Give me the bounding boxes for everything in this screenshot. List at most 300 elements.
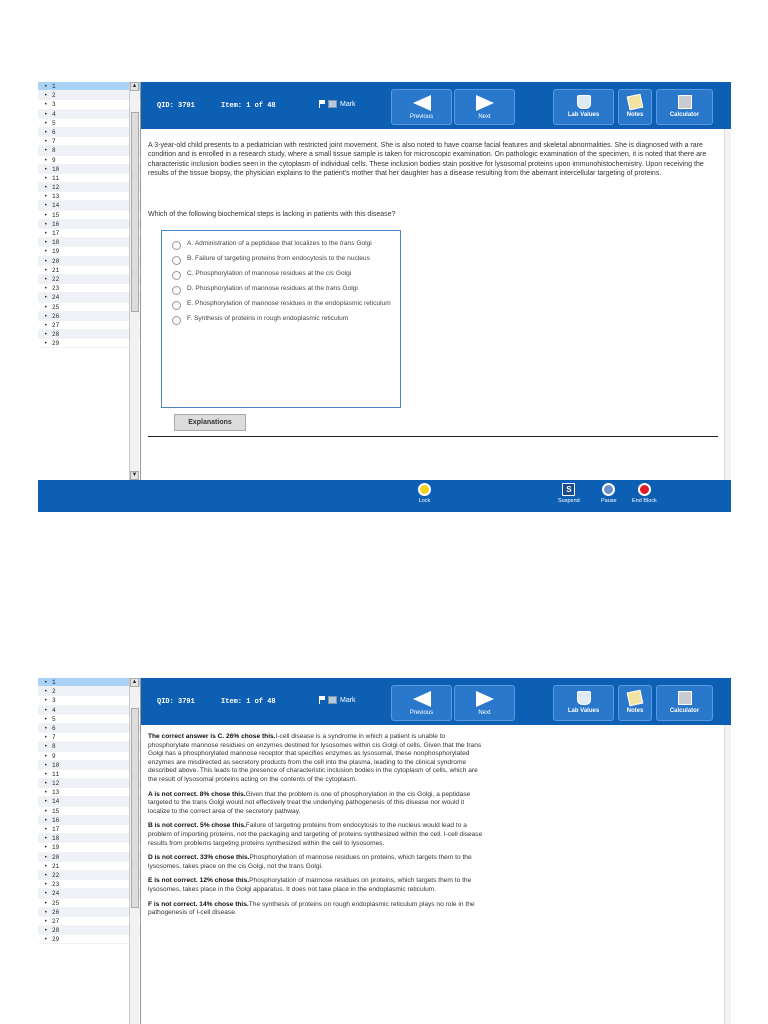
question-number: 5 [52, 119, 56, 127]
question-list-item[interactable] [38, 220, 140, 229]
question-list-item[interactable] [38, 339, 140, 348]
question-number: 2 [52, 688, 56, 696]
question-list-item[interactable] [38, 156, 140, 165]
bullet-icon: • [44, 871, 48, 879]
question-list-item[interactable] [38, 321, 140, 330]
question-number: 11 [52, 770, 60, 778]
bullet-icon: • [44, 303, 48, 311]
answer-choice[interactable] [172, 240, 400, 250]
item-counter: Item: 1 of 48 [221, 698, 276, 706]
pause-label: Pause [601, 498, 617, 504]
question-number: 8 [52, 147, 56, 155]
question-number: 10 [52, 761, 60, 769]
question-list-item[interactable] [38, 926, 140, 935]
bullet-icon: • [44, 835, 48, 843]
question-number: 11 [52, 174, 60, 182]
notes-icon [627, 690, 644, 707]
scroll-thumb[interactable] [131, 708, 139, 908]
end-block-label: End Block [632, 498, 657, 504]
answer-text-italic: trans [325, 285, 341, 292]
question-list-item[interactable] [38, 733, 140, 742]
question-number: 7 [52, 734, 56, 742]
calculator-icon [678, 95, 692, 109]
bullet-icon: • [44, 789, 48, 797]
bullet-icon: • [44, 101, 48, 109]
radio-button[interactable] [172, 286, 181, 295]
next-label: Next [478, 114, 491, 120]
bullet-icon: • [44, 734, 48, 742]
radio-button[interactable] [172, 301, 181, 310]
bullet-icon: • [44, 239, 48, 247]
question-number: 26 [52, 312, 60, 320]
question-screen [38, 82, 731, 512]
bullet-icon: • [44, 715, 48, 723]
lab-values-button[interactable] [553, 685, 614, 721]
question-list-item[interactable] [38, 211, 140, 220]
previous-label: Previous [409, 710, 434, 716]
bullet-icon: • [44, 202, 48, 210]
bullet-icon: • [44, 184, 48, 192]
question-list-item[interactable] [38, 238, 140, 247]
bullet-icon: • [44, 321, 48, 329]
bottom-toolbar [38, 480, 731, 512]
question-list-item[interactable] [38, 128, 140, 137]
question-number: 8 [52, 743, 56, 751]
question-number: 28 [52, 331, 60, 339]
bullet-icon: • [44, 156, 48, 164]
qid-label: QID: 3791 [157, 698, 195, 706]
answer-text-suffix: Golgi [340, 285, 358, 292]
explanation-screen [38, 678, 731, 1024]
question-number: 21 [52, 266, 60, 274]
question-list-item[interactable] [38, 247, 140, 256]
question-list-scrollbar[interactable] [129, 678, 139, 1024]
question-number: 22 [52, 275, 60, 283]
bullet-icon: • [44, 285, 48, 293]
item-counter: Item: 1 of 48 [221, 102, 276, 110]
bullet-icon: • [44, 853, 48, 861]
question-list-item[interactable] [38, 779, 140, 788]
answer-text [187, 285, 392, 294]
question-number: 4 [52, 706, 56, 714]
question-list-item[interactable] [38, 312, 140, 321]
question-list-item[interactable] [38, 807, 140, 816]
bullet-icon: • [44, 890, 48, 898]
question-prompt: Which of the following biochemical steps is lacking in patients with this disease? [148, 211, 396, 218]
divider [148, 436, 718, 437]
flask-icon [577, 691, 591, 705]
flask-icon [577, 95, 591, 109]
question-list-item[interactable] [38, 165, 140, 174]
question-number: 13 [52, 193, 60, 201]
question-list-item[interactable] [38, 917, 140, 926]
question-number: 22 [52, 871, 60, 879]
question-number: 23 [52, 285, 60, 293]
question-number: 21 [52, 862, 60, 870]
answer-text-main: D. Phosphorylation of mannose residues at the [187, 285, 326, 292]
question-list-item[interactable] [38, 797, 140, 806]
question-stem: A 3-year-old child presents to a pediatrician with restricted joint movement. She is also noted to have coarse facial features and skeletal abnormalities. She is diagnosed with a rare condition and is enrolled in a research study, where a small tissue sample is taken for microscopic examination. On pathologic examination of the specimen, it is noted that there are characteristic inclusion bodies seen in the cytoplasm of individual cells. These inclusion bodies stain positive for lysosomal proteins upon immunohistochemistry. Upon receiving the results of the tissue biopsy, the physician explains to the patient's mother that her daughter has a disease resulting from the aberrant intercellular targeting of proteins. [148, 142, 707, 178]
answer-choices [161, 230, 401, 408]
question-list-item[interactable] [38, 935, 140, 944]
answer-text [187, 300, 392, 309]
mark-checkbox[interactable] [328, 100, 337, 108]
content-scrollbar[interactable] [724, 129, 731, 480]
question-list-item[interactable] [38, 91, 140, 100]
question-number: 2 [52, 92, 56, 100]
bullet-icon: • [44, 724, 48, 732]
flag-icon [319, 696, 325, 704]
bullet-icon: • [44, 752, 48, 760]
lab-values-button[interactable] [553, 89, 614, 125]
bullet-icon: • [44, 881, 48, 889]
next-button[interactable] [454, 685, 515, 721]
bullet-icon: • [44, 128, 48, 136]
bullet-icon: • [44, 165, 48, 173]
bullet-icon: • [44, 331, 48, 339]
question-number: 13 [52, 789, 60, 797]
question-number: 25 [52, 899, 60, 907]
bullet-icon: • [44, 697, 48, 705]
question-list-item[interactable] [38, 146, 140, 155]
question-number: 24 [52, 294, 60, 302]
question-list-item[interactable] [38, 293, 140, 302]
answer-choice[interactable] [172, 315, 400, 325]
question-number: 16 [52, 816, 60, 824]
question-list-item[interactable] [38, 266, 140, 275]
question-number: 26 [52, 908, 60, 916]
bullet-icon: • [44, 844, 48, 852]
bullet-icon: • [44, 798, 48, 806]
next-button[interactable] [454, 89, 515, 125]
calculator-button[interactable] [656, 685, 713, 721]
bullet-icon: • [44, 92, 48, 100]
radio-button[interactable] [172, 316, 181, 325]
bullet-icon: • [44, 230, 48, 237]
answer-text-italic: trans [339, 240, 355, 247]
question-list-item[interactable] [38, 137, 140, 146]
question-number: 9 [52, 752, 56, 760]
question-list-item[interactable] [38, 192, 140, 201]
bullet-icon: • [44, 312, 48, 320]
question-list-item[interactable] [38, 687, 140, 696]
question-list-item[interactable] [38, 82, 140, 91]
question-list-item[interactable] [38, 853, 140, 862]
stop-icon [638, 483, 651, 496]
question-number: 4 [52, 110, 56, 118]
question-number: 15 [52, 211, 60, 219]
question-number: 5 [52, 715, 56, 723]
question-number: 20 [52, 257, 60, 265]
suspend-button[interactable] [558, 483, 580, 504]
bullet-icon: • [44, 862, 48, 870]
scroll-down-arrow-icon[interactable]: ▼ [131, 472, 138, 478]
question-list-item[interactable] [38, 880, 140, 889]
radio-button[interactable] [172, 271, 181, 280]
bullet-icon: • [44, 275, 48, 283]
bullet-icon: • [44, 110, 48, 118]
notes-label: Notes [626, 112, 644, 118]
answer-text [187, 240, 392, 249]
previous-label: Previous [409, 114, 434, 120]
question-number: 18 [52, 239, 60, 247]
lab-values-label: Lab Values [567, 708, 600, 714]
lock-button[interactable] [418, 483, 431, 504]
question-list-item[interactable] [38, 715, 140, 724]
bullet-icon: • [44, 211, 48, 219]
question-number: 15 [52, 807, 60, 815]
explanation-paragraph [148, 877, 488, 894]
question-list-item[interactable] [38, 871, 140, 880]
explanation-paragraph [148, 733, 488, 785]
bullet-icon: • [44, 248, 48, 256]
question-list-item[interactable] [38, 788, 140, 797]
bullet-icon: • [44, 927, 48, 935]
answer-text [187, 270, 392, 279]
question-list-item[interactable] [38, 696, 140, 705]
bullet-icon: • [44, 780, 48, 788]
calculator-button[interactable] [656, 89, 713, 125]
bullet-icon: • [44, 917, 48, 925]
bullet-icon: • [44, 688, 48, 696]
answer-text-main: E. Phosphorylation of mannose residues in the endoplasmic reticulum [187, 300, 391, 307]
question-number: 27 [52, 321, 60, 329]
notes-label: Notes [626, 708, 644, 714]
bullet-icon: • [44, 770, 48, 778]
answer-text-suffix: Golgi [333, 270, 352, 277]
answer-choice[interactable] [172, 270, 400, 280]
question-number: 7 [52, 138, 56, 146]
explanation-lead: The correct answer is C. 26% chose this. [148, 733, 276, 740]
explanations-button[interactable]: Explanations [174, 414, 246, 431]
question-list-item[interactable] [38, 303, 140, 312]
question-number: 29 [52, 340, 60, 348]
bullet-icon: • [44, 147, 48, 155]
explanation-lead: B is not correct. 5% chose this. [148, 822, 246, 830]
explanation-paragraph [148, 901, 488, 918]
question-list [38, 678, 141, 1024]
next-label: Next [478, 710, 491, 716]
question-number: 14 [52, 202, 60, 210]
question-number: 16 [52, 220, 60, 228]
explanation-paragraph [148, 854, 488, 871]
suspend-icon: S [562, 483, 575, 496]
question-number: 1 [52, 83, 56, 90]
explanation-lead: A is not correct. 8% chose this. [148, 790, 246, 798]
mark-toggle[interactable] [319, 100, 356, 108]
question-list-item[interactable] [38, 678, 140, 687]
calculator-icon [678, 691, 692, 705]
mark-label: Mark [340, 100, 356, 108]
question-number: 9 [52, 156, 56, 164]
explanation-body: Given that the problem is one of phosphorylation in the cis Golgi, a peptidase targeted to the trans Golgi would not effectively treat the underlying pathogenesis of this disease nor would it localize to the correct area of the secretory pathway. [148, 790, 471, 815]
answer-choice[interactable] [172, 285, 400, 295]
bullet-icon: • [44, 119, 48, 127]
lock-icon [418, 483, 431, 496]
question-number: 20 [52, 853, 60, 861]
mark-toggle[interactable] [319, 696, 356, 704]
question-number: 19 [52, 844, 60, 852]
question-number: 17 [52, 230, 60, 237]
question-list-item[interactable] [38, 816, 140, 825]
question-number: 3 [52, 697, 56, 705]
question-list-item[interactable] [38, 862, 140, 871]
bullet-icon: • [44, 807, 48, 815]
question-list-item[interactable] [38, 174, 140, 183]
question-list-item[interactable] [38, 843, 140, 852]
next-arrow-icon [476, 95, 494, 111]
question-number: 27 [52, 917, 60, 925]
calculator-label: Calculator [669, 112, 700, 118]
bullet-icon: • [44, 908, 48, 916]
question-number: 19 [52, 248, 60, 256]
question-list-item[interactable] [38, 100, 140, 109]
answer-text-main: B. Failure of targeting proteins from endocytosis to the nucleus [187, 255, 370, 262]
question-number: 6 [52, 128, 56, 136]
bullet-icon: • [44, 679, 48, 686]
answer-text-suffix: Golgi [354, 240, 372, 247]
question-number: 18 [52, 835, 60, 843]
question-number: 28 [52, 927, 60, 935]
question-list-item[interactable] [38, 761, 140, 770]
content-scrollbar[interactable] [724, 725, 731, 1024]
lab-values-label: Lab Values [567, 112, 600, 118]
explanation-body: I-cell disease is a syndrome in which a patient is unable to phosphorylate mannose residues on enzymes destined for lysosomes within cis Golgi of cells. Given that the trans Golgi has a phosphorylated mannose receptor that specifies enzymes as lysosomal, these nonphosphorylated enzymes are misdirected as secretory products from the cell into the plasma, leading to the clinical syndrome described above. This leads to the presence of characteristic inclusion bodies in the cytoplasm of cells, which are the result of lysosomal proteins acting on the contents of the cytoplasm. [148, 733, 482, 783]
bullet-icon: • [44, 257, 48, 265]
bullet-icon: • [44, 174, 48, 182]
previous-arrow-icon [413, 691, 431, 707]
answer-text-main: C. Phosphorylation of mannose residues at the [187, 270, 326, 277]
explanation-paragraph [148, 791, 488, 817]
question-list-item[interactable] [38, 742, 140, 751]
radio-button[interactable] [172, 256, 181, 265]
mark-label: Mark [340, 696, 356, 704]
question-number: 14 [52, 798, 60, 806]
question-list-item[interactable] [38, 834, 140, 843]
bullet-icon: • [44, 816, 48, 824]
question-list-item[interactable] [38, 119, 140, 128]
previous-button[interactable] [391, 89, 452, 125]
explanation-lead: F is not correct. 14% chose this. [148, 900, 249, 908]
question-number: 24 [52, 890, 60, 898]
answer-text-main: F. Synthesis of proteins in rough endoplasmic reticulum [187, 315, 349, 322]
explanation-content [141, 725, 731, 1024]
question-number: 12 [52, 184, 60, 192]
previous-button[interactable] [391, 685, 452, 721]
explanation-body: Failure of targeting proteins from endocytosis to the nucleus would lead to a problem of importing proteins, not the packaging and targeting of proteins synthesized within the cell. I-cell disease results from problems targeting proteins synthesized within the cell to lysosomes. [148, 822, 483, 847]
bullet-icon: • [44, 761, 48, 769]
bullet-icon: • [44, 340, 48, 348]
radio-button[interactable] [172, 241, 181, 250]
bullet-icon: • [44, 826, 48, 833]
question-list-item[interactable] [38, 825, 140, 834]
explanation-paragraph [148, 822, 488, 848]
bullet-icon: • [44, 193, 48, 201]
bullet-icon: • [44, 743, 48, 751]
bullet-icon: • [44, 294, 48, 302]
pause-icon [602, 483, 615, 496]
explanation-body: Phosphorylation of mannose residues on proteins, which targets them to the lysosomes, takes place on the cis Golgi, not the trans Golgi. [148, 854, 472, 870]
answer-choice[interactable] [172, 255, 400, 265]
notes-button[interactable] [618, 685, 652, 721]
explanation-body: Phosphorylation of mannose residues on proteins, which targets them to the lysosomes, takes place in the Golgi apparatus. It does not take place in the endoplasmic reticulum. [148, 877, 472, 893]
bullet-icon: • [44, 936, 48, 944]
question-list-item[interactable] [38, 284, 140, 293]
explanation-body: The synthesis of proteins on rough endoplasmic reticulum plays no role in the pathogenesis of I-cell disease. [148, 900, 475, 917]
notes-icon [627, 94, 644, 111]
pause-button[interactable] [601, 483, 617, 504]
bullet-icon: • [44, 83, 48, 90]
question-number: 17 [52, 826, 60, 833]
answer-text-italic: cis [325, 270, 334, 277]
answer-text [187, 255, 392, 264]
question-number: 25 [52, 303, 60, 311]
previous-arrow-icon [413, 95, 431, 111]
question-number: 1 [52, 679, 56, 686]
calculator-label: Calculator [669, 708, 700, 714]
question-list-item[interactable] [38, 908, 140, 917]
question-list-item[interactable] [38, 183, 140, 192]
top-toolbar [141, 82, 731, 129]
bullet-icon: • [44, 138, 48, 146]
scroll-up-arrow-icon[interactable]: ▲ [131, 83, 138, 89]
question-list-item[interactable] [38, 752, 140, 761]
next-arrow-icon [476, 691, 494, 707]
question-list-item[interactable] [38, 229, 140, 238]
question-list-item[interactable] [38, 889, 140, 898]
notes-button[interactable] [618, 89, 652, 125]
question-number: 6 [52, 724, 56, 732]
question-list-item[interactable] [38, 330, 140, 339]
question-list-item[interactable] [38, 201, 140, 210]
lock-label: Lock [418, 498, 431, 504]
qid-label: QID: 3791 [157, 102, 195, 110]
explanation-text [148, 733, 488, 924]
question-number: 3 [52, 101, 56, 109]
question-number: 29 [52, 936, 60, 944]
bullet-icon: • [44, 220, 48, 228]
question-list-item[interactable] [38, 899, 140, 908]
bullet-icon: • [44, 266, 48, 274]
top-toolbar [141, 678, 731, 725]
question-list-item[interactable] [38, 275, 140, 284]
scroll-up-arrow-icon[interactable]: ▲ [131, 679, 138, 685]
question-list-item[interactable] [38, 110, 140, 119]
question-list-scrollbar[interactable] [129, 82, 139, 480]
explanation-lead: E is not correct. 12% chose this. [148, 877, 250, 885]
question-list-item[interactable] [38, 706, 140, 715]
bullet-icon: • [44, 899, 48, 907]
bullet-icon: • [44, 706, 48, 714]
question-number: 12 [52, 780, 60, 788]
mark-checkbox[interactable] [328, 696, 337, 704]
question-list-item[interactable] [38, 770, 140, 779]
end-block-button[interactable] [632, 483, 657, 504]
question-content [141, 129, 731, 480]
question-number: 10 [52, 165, 60, 173]
explanation-lead: D is not correct. 33% chose this. [148, 854, 250, 862]
scroll-thumb[interactable] [131, 112, 139, 312]
suspend-label: Suspend [558, 498, 580, 504]
answer-text [187, 315, 392, 324]
answer-text-main: A. Administration of a peptidase that localizes to the [187, 240, 340, 247]
answer-choice[interactable] [172, 300, 400, 310]
question-list-item[interactable] [38, 257, 140, 266]
question-list [38, 82, 141, 480]
question-number: 23 [52, 881, 60, 889]
flag-icon [319, 100, 325, 108]
question-list-item[interactable] [38, 724, 140, 733]
